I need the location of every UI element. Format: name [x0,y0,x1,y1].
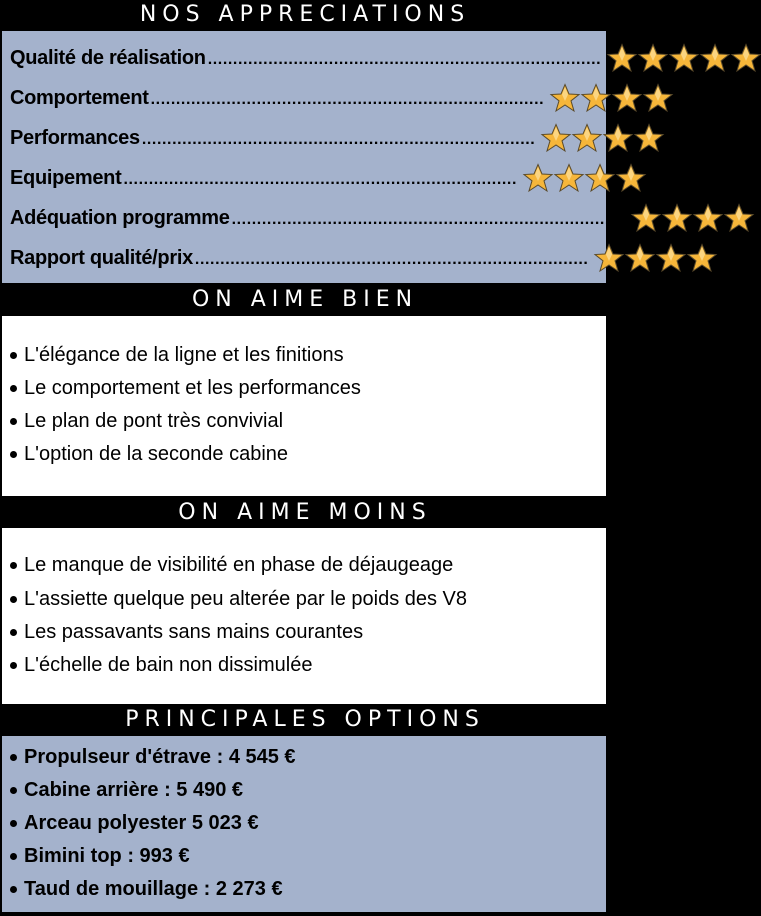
leader-dots: .............................................................................. [194,251,589,268]
list-item: Bimini top : 993 € [10,845,190,868]
star-icon [731,43,761,73]
bullet-icon [10,562,17,569]
leader-dots: .............................................................................. [123,171,518,188]
list-item: Propulseur d'étrave : 4 545 € [10,746,296,769]
star-icon [616,163,646,193]
star-icon [612,83,642,113]
bullet-icon [10,385,17,392]
star-icon [523,163,553,193]
list-item: L'assiette quelque peu alterée par le poids des V8 [10,588,467,611]
rating-row [10,242,588,274]
star-icon [724,203,754,233]
star-icon [585,163,615,193]
rating-label: Qualité de réalisation [10,46,206,69]
rating-row [10,122,588,154]
rating-label: Adéquation programme [10,206,230,229]
list-item: Le manque de visibilité en phase de déjaugeage [10,554,453,577]
on-aime-bien-header: ON AIME BIEN [191,287,419,312]
on-aime-bien-section [2,316,606,496]
list-item: Taud de mouillage : 2 273 € [10,878,283,901]
bullet-icon [10,352,17,359]
list-item: Cabine arrière : 5 490 € [10,779,243,802]
star-icon [656,243,686,273]
principales-options-section [2,736,606,912]
appreciations-section [2,31,626,283]
rating-label: Performances [10,126,140,149]
rating-label: Equipement [10,166,122,189]
on-aime-moins-header: ON AIME MOINS [178,500,432,525]
leader-dots: .............................................................................. [231,211,626,228]
list-item: L'option de la seconde cabine [10,443,288,466]
star-rating [541,123,664,153]
list-item: L'échelle de bain non dissimulée [10,654,312,677]
star-icon [687,243,717,273]
leader-dots: .............................................................................. [141,131,536,148]
leader-dots: .............................................................................. [150,91,545,108]
star-icon [669,43,699,73]
star-icon [572,123,602,153]
star-icon [634,123,664,153]
rating-row [10,82,588,114]
leader-dots: .............................................................................. [207,51,602,68]
list-item: Le plan de pont très convivial [10,410,283,433]
star-icon [700,43,730,73]
rating-row [10,162,588,194]
bullet-icon [10,418,17,425]
star-icon [693,203,723,233]
star-icon [554,163,584,193]
star-icon [631,203,661,233]
star-icon [581,83,611,113]
rating-label: Comportement [10,86,149,109]
star-icon [643,83,673,113]
star-rating [631,203,754,233]
star-icon [638,43,668,73]
bullet-icon [10,451,17,458]
star-rating [594,243,717,273]
bullet-icon [10,754,17,761]
rating-label: Rapport qualité/prix [10,246,193,269]
star-rating [607,43,761,73]
star-icon [625,243,655,273]
bullet-icon [10,662,17,669]
rating-row [10,42,602,74]
star-icon [662,203,692,233]
star-icon [541,123,571,153]
star-icon [607,43,637,73]
list-item: Le comportement et les performances [10,377,361,400]
list-item: Les passavants sans mains courantes [10,621,363,644]
bullet-icon [10,886,17,893]
bullet-icon [10,853,17,860]
bullet-icon [10,629,17,636]
principales-options-header: PRINCIPALES OPTIONS [125,707,485,732]
list-item: Arceau polyester 5 023 € [10,812,259,835]
star-icon [594,243,624,273]
star-icon [603,123,633,153]
appreciations-header: NOS APPRECIATIONS [139,2,471,27]
on-aime-moins-section [2,528,606,704]
list-item: L'élégance de la ligne et les finitions [10,344,344,367]
bullet-icon [10,596,17,603]
star-rating [523,163,646,193]
star-rating [550,83,673,113]
bullet-icon [10,787,17,794]
rating-row [10,202,626,234]
bullet-icon [10,820,17,827]
star-icon [550,83,580,113]
